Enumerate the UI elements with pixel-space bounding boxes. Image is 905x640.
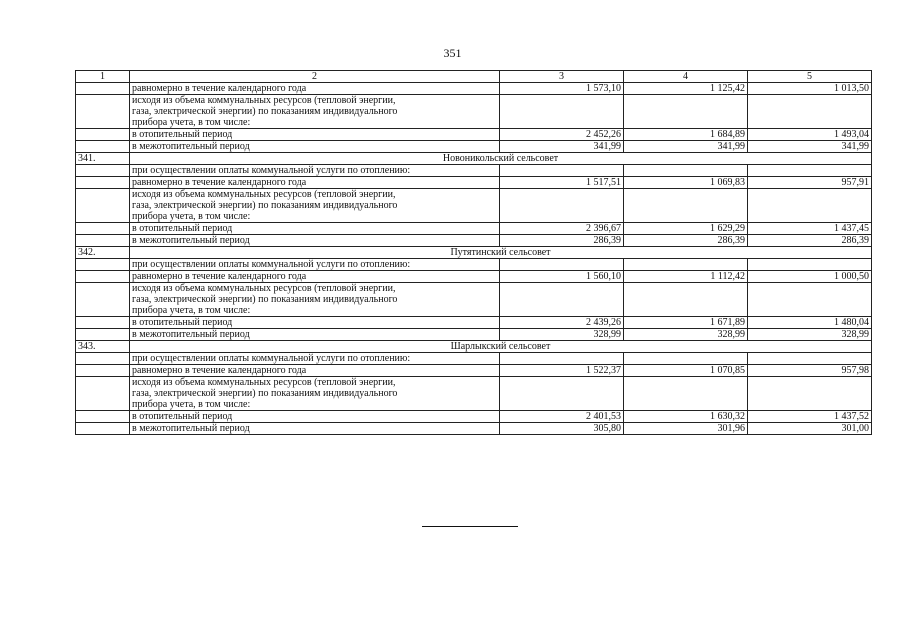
value-col-3 bbox=[500, 95, 624, 129]
value-col-3: 286,39 bbox=[500, 235, 624, 247]
header-row bbox=[76, 71, 872, 83]
row-number bbox=[76, 165, 130, 177]
section-row bbox=[76, 153, 872, 165]
page-number: 351 bbox=[443, 46, 462, 60]
value-col-3: 1 522,37 bbox=[500, 365, 624, 377]
description-line: прибора учета, в том числе: bbox=[132, 117, 251, 128]
value-col-4: 1 112,42 bbox=[624, 271, 748, 283]
table-row bbox=[76, 423, 872, 435]
row-number bbox=[76, 129, 130, 141]
row-description: равномерно в течение календарного года bbox=[130, 83, 500, 95]
value-col-4: 1 684,89 bbox=[624, 129, 748, 141]
description-line: газа, электрической энергии) по показаниям индивидуального bbox=[132, 106, 398, 117]
row-description: в межотопительный период bbox=[130, 329, 500, 341]
tariff-table bbox=[75, 70, 872, 435]
row-number bbox=[76, 223, 130, 235]
row-number bbox=[76, 235, 130, 247]
value-col-5: 301,00 bbox=[748, 423, 872, 435]
row-description: при осуществлении оплаты коммунальной услуги по отоплению: bbox=[130, 353, 500, 365]
row-description: равномерно в течение календарного года bbox=[130, 271, 500, 283]
value-col-5: 1 000,50 bbox=[748, 271, 872, 283]
value-col-4: 1 629,29 bbox=[624, 223, 748, 235]
value-col-3: 2 396,67 bbox=[500, 223, 624, 235]
value-col-5: 286,39 bbox=[748, 235, 872, 247]
table-row bbox=[76, 283, 872, 317]
table-row bbox=[76, 329, 872, 341]
row-description: в межотопительный период bbox=[130, 235, 500, 247]
row-description: в отопительный период bbox=[130, 317, 500, 329]
header-cell-3: 3 bbox=[500, 71, 624, 83]
description-line: газа, электрической энергии) по показаниям индивидуального bbox=[132, 294, 398, 305]
row-number bbox=[76, 353, 130, 365]
table-row bbox=[76, 95, 872, 129]
row-number bbox=[76, 83, 130, 95]
table-row bbox=[76, 353, 872, 365]
row-number bbox=[76, 283, 130, 317]
value-col-5 bbox=[748, 283, 872, 317]
value-col-3: 305,80 bbox=[500, 423, 624, 435]
table-row bbox=[76, 177, 872, 189]
value-col-4 bbox=[624, 283, 748, 317]
header-cell-4: 4 bbox=[624, 71, 748, 83]
description-line: газа, электрической энергии) по показаниям индивидуального bbox=[132, 200, 398, 211]
value-col-5: 957,91 bbox=[748, 177, 872, 189]
value-col-3: 2 439,26 bbox=[500, 317, 624, 329]
value-col-5: 1 493,04 bbox=[748, 129, 872, 141]
value-col-3: 328,99 bbox=[500, 329, 624, 341]
row-description bbox=[130, 95, 500, 129]
value-col-4: 1 630,32 bbox=[624, 411, 748, 423]
value-col-4: 286,39 bbox=[624, 235, 748, 247]
value-col-4 bbox=[624, 377, 748, 411]
value-col-5 bbox=[748, 259, 872, 271]
section-title: Шарлыкский сельсовет bbox=[130, 341, 872, 353]
value-col-4 bbox=[624, 259, 748, 271]
section-number: 343. bbox=[76, 341, 130, 353]
value-col-4: 1 069,83 bbox=[624, 177, 748, 189]
value-col-3: 1 573,10 bbox=[500, 83, 624, 95]
row-description bbox=[130, 283, 500, 317]
table-row bbox=[76, 271, 872, 283]
value-col-5: 1 013,50 bbox=[748, 83, 872, 95]
value-col-5 bbox=[748, 95, 872, 129]
row-number bbox=[76, 177, 130, 189]
value-col-4 bbox=[624, 95, 748, 129]
value-col-5 bbox=[748, 353, 872, 365]
section-number: 341. bbox=[76, 153, 130, 165]
value-col-4: 341,99 bbox=[624, 141, 748, 153]
value-col-3: 1 560,10 bbox=[500, 271, 624, 283]
description-line: исходя из объема коммунальных ресурсов (тепловой энергии, bbox=[132, 377, 396, 388]
value-col-4: 1 125,42 bbox=[624, 83, 748, 95]
header-cell-1: 1 bbox=[76, 71, 130, 83]
value-col-4: 328,99 bbox=[624, 329, 748, 341]
row-description: при осуществлении оплаты коммунальной услуги по отоплению: bbox=[130, 259, 500, 271]
row-description: при осуществлении оплаты коммунальной услуги по отоплению: bbox=[130, 165, 500, 177]
value-col-4 bbox=[624, 353, 748, 365]
section-row bbox=[76, 247, 872, 259]
header-cell-2: 2 bbox=[130, 71, 500, 83]
row-number bbox=[76, 317, 130, 329]
value-col-5 bbox=[748, 377, 872, 411]
value-col-5: 957,98 bbox=[748, 365, 872, 377]
row-description: равномерно в течение календарного года bbox=[130, 365, 500, 377]
row-description bbox=[130, 377, 500, 411]
table-row bbox=[76, 377, 872, 411]
value-col-5: 341,99 bbox=[748, 141, 872, 153]
value-col-5: 1 437,52 bbox=[748, 411, 872, 423]
row-number bbox=[76, 329, 130, 341]
closing-rule bbox=[422, 526, 518, 527]
value-col-4: 1 070,85 bbox=[624, 365, 748, 377]
value-col-3: 1 517,51 bbox=[500, 177, 624, 189]
table-row bbox=[76, 365, 872, 377]
row-description: в межотопительный период bbox=[130, 423, 500, 435]
value-col-4: 301,96 bbox=[624, 423, 748, 435]
table-row bbox=[76, 165, 872, 177]
row-number bbox=[76, 377, 130, 411]
row-description: в отопительный период bbox=[130, 129, 500, 141]
table-row bbox=[76, 259, 872, 271]
value-col-3 bbox=[500, 377, 624, 411]
section-row bbox=[76, 341, 872, 353]
row-number bbox=[76, 141, 130, 153]
value-col-5: 1 437,45 bbox=[748, 223, 872, 235]
value-col-3 bbox=[500, 283, 624, 317]
value-col-3 bbox=[500, 353, 624, 365]
row-number bbox=[76, 411, 130, 423]
row-number bbox=[76, 189, 130, 223]
row-number bbox=[76, 423, 130, 435]
row-number bbox=[76, 95, 130, 129]
row-description: в отопительный период bbox=[130, 223, 500, 235]
table-row bbox=[76, 129, 872, 141]
row-description: в отопительный период bbox=[130, 411, 500, 423]
value-col-4 bbox=[624, 189, 748, 223]
table-row bbox=[76, 189, 872, 223]
value-col-3 bbox=[500, 165, 624, 177]
value-col-3: 2 452,26 bbox=[500, 129, 624, 141]
value-col-4: 1 671,89 bbox=[624, 317, 748, 329]
row-number bbox=[76, 259, 130, 271]
description-line: прибора учета, в том числе: bbox=[132, 399, 251, 410]
value-col-5 bbox=[748, 189, 872, 223]
description-line: исходя из объема коммунальных ресурсов (тепловой энергии, bbox=[132, 283, 396, 294]
value-col-5 bbox=[748, 165, 872, 177]
section-title: Новоникольский сельсовет bbox=[130, 153, 872, 165]
table-row bbox=[76, 235, 872, 247]
row-description: равномерно в течение календарного года bbox=[130, 177, 500, 189]
table-row bbox=[76, 141, 872, 153]
row-number bbox=[76, 271, 130, 283]
description-line: прибора учета, в том числе: bbox=[132, 211, 251, 222]
table-row bbox=[76, 411, 872, 423]
value-col-3: 341,99 bbox=[500, 141, 624, 153]
table-row bbox=[76, 317, 872, 329]
row-number bbox=[76, 365, 130, 377]
row-description bbox=[130, 189, 500, 223]
table-row bbox=[76, 223, 872, 235]
value-col-3 bbox=[500, 259, 624, 271]
section-title: Путятинский сельсовет bbox=[130, 247, 872, 259]
table-row bbox=[76, 83, 872, 95]
value-col-4 bbox=[624, 165, 748, 177]
section-number: 342. bbox=[76, 247, 130, 259]
value-col-3 bbox=[500, 189, 624, 223]
row-description: в межотопительный период bbox=[130, 141, 500, 153]
value-col-5: 328,99 bbox=[748, 329, 872, 341]
description-line: исходя из объема коммунальных ресурсов (тепловой энергии, bbox=[132, 189, 396, 200]
description-line: газа, электрической энергии) по показаниям индивидуального bbox=[132, 388, 398, 399]
description-line: прибора учета, в том числе: bbox=[132, 305, 251, 316]
description-line: исходя из объема коммунальных ресурсов (тепловой энергии, bbox=[132, 95, 396, 106]
value-col-3: 2 401,53 bbox=[500, 411, 624, 423]
value-col-5: 1 480,04 bbox=[748, 317, 872, 329]
table-body bbox=[76, 71, 872, 435]
header-cell-5: 5 bbox=[748, 71, 872, 83]
